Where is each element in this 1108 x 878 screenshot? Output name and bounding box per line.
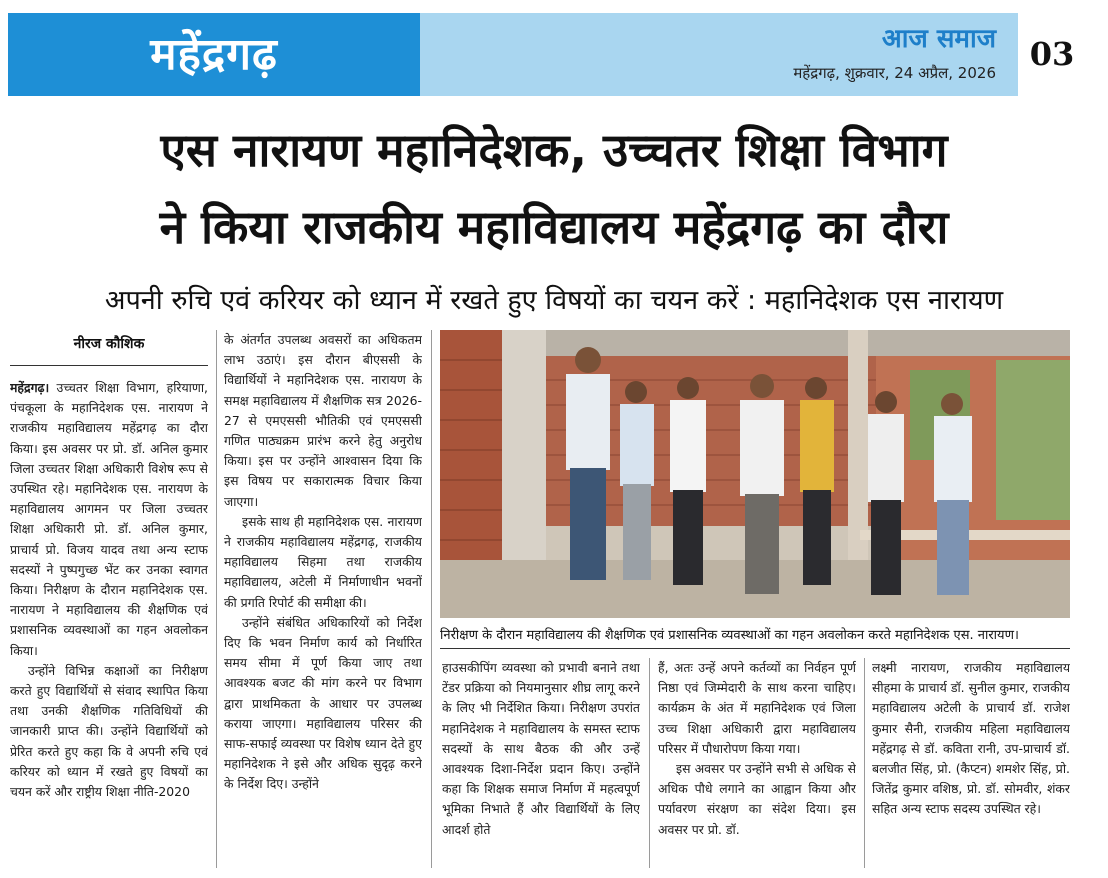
byline: नीरज कौशिक [73, 336, 145, 352]
column-2-paragraph-2: इसके साथ ही महानिदेशक एस. नारायण ने राजकीय महाविद्यालय महेंद्रगढ़, राजकीय महाविद्यालय सिहमा तथा राजकीय महाविद्यालय, अटेली में निर्माणाधीन भवनों की प्रगति रिपोर्ट की समीक्षा की। [224, 513, 422, 610]
edition-band [8, 13, 420, 96]
edition-title: महेंद्रगढ़ [150, 29, 278, 80]
column-divider [864, 658, 865, 868]
column-4-paragraph-2: इस अवसर पर उन्होंने सभी से अधिक से अधिक पौधे लगाने का आह्वान किया और पर्यावरण संरक्षण का संदेश दिया। इस अवसर पर प्रो. डॉ. [658, 761, 856, 837]
article-column-2 [224, 330, 422, 868]
column-1-paragraph-1-text: उच्चतर शिक्षा विभाग, हरियाणा, पंचकूला के महानिदेशक एस. नारायण ने राजकीय महाविद्यालय महेंद्रगढ़ का दौरा किया। इस अवसर पर प्रो. डॉ. अनिल कुमार जिला उच्चतर शिक्षा अधिकारी विशेष रूप से उपस्थित रहे। महानिदेशक एस. नारायण के महाविद्यालय आगमन पर जिला उच्चतर शिक्षा अधिकारी प्रो. डॉ. अनिल कुमार, प्राचार्य प्रो. विजय यादव तथा अन्य स्टाफ सदस्यों ने पुष्पगुच्छ भेंट कर उनका स्वागत किया। निरीक्षण के दौरान महानिदेशक एस. नारायण ने महाविद्यालय की शैक्षणिक एवं प्रशासनिक व्यवस्थाओं का गहन अवलोकन किया। [10, 380, 208, 658]
column-divider [216, 330, 217, 868]
headline-line-1: एस नारायण महानिदेशक, उच्चतर शिक्षा विभाग [160, 123, 948, 177]
column-3-paragraph-1: हाउसकीपिंग व्यवस्था को प्रभावी बनाने तथा टेंडर प्रक्रिया को नियमानुसार शीघ्र लागू करने के लिए भी निर्देशित किया। निरीक्षण उपरांत महानिदेशक ने महाविद्यालय के समस्त स्टाफ सदस्यों के साथ बैठक की और उन्हें आवश्यक दिशा-निर्देश प्रदान किए। उन्होंने कहा कि शिक्षक समाज निर्माण में महत्वपूर्ण भूमिका निभाते हैं और विद्यार्थियों के लिए आदर्श होते [442, 660, 640, 837]
subheadline: अपनी रुचि एवं करियर को ध्यान में रखते हुए विषयों का चयन करें : महानिदेशक एस नारायण [104, 285, 1004, 316]
byline-divider [10, 365, 208, 366]
column-4-paragraph-1: हैं, अतः उन्हें अपने कर्तव्यों का निर्वहन पूर्ण निष्ठा एवं जिम्मेदारी के साथ करना चाहिए। कार्यक्रम के अंत में महानिदेशक एवं जिला उच्च शिक्षा अधिकारी द्वारा महाविद्यालय परिसर में पौधारोपण किया गया। [658, 660, 856, 756]
column-2-paragraph-3: उन्होंने संबंधित अधिकारियों को निर्देश दिए कि भवन निर्माण कार्य को निर्धारित समय सीमा में पूर्ण किया जाए तथा आवश्यक बजट की मांग करने पर विभाग द्वारा प्राथमिकता के आधार पर उपलब्ध कराया जाएगा। महाविद्यालय परिसर की साफ-सफाई व्यवस्था पर विशेष ध्यान देते हुए महानिदेशक ने इसे और अधिक सुदृढ़ करने के निर्देश दिए। उन्होंने [224, 614, 422, 792]
page-number: 03 [1018, 13, 1086, 96]
article-column-5 [872, 658, 1070, 868]
photo-caption: निरीक्षण के दौरान महाविद्यालय की शैक्षणिक एवं प्रशासनिक व्यवस्थाओं का गहन अवलोकन करते महानिदेशक एस. नारायण। [440, 626, 1070, 649]
column-2-paragraph-1: के अंतर्गत उपलब्ध अवसरों का अधिकतम लाभ उठाएं। इस दौरान बीएससी के विद्यार्थियों ने महानिदेशक एस. नारायण के समक्ष महाविद्यालय में शैक्षणिक सत्र 2026-27 से एमएससी भौतिकी एवं एमएससी गणित पाठ्यक्रम प्रारंभ करने हेतु अनुरोध किया। इस पर उन्होंने आश्वासन दिया कि इस विषय पर सकारात्मक विचार किया जाएगा। [224, 332, 422, 509]
masthead [0, 0, 1108, 100]
headline-line-2: ने किया राजकीय महाविद्यालय महेंद्रगढ़ का दौरा [159, 200, 949, 254]
issue-dateline: महेंद्रगढ़, शुक्रवार, 24 अप्रैल, 2026 [793, 64, 996, 82]
article-column-3 [442, 658, 640, 868]
column-1-paragraph-2: उन्होंने विभिन्न कक्षाओं का निरीक्षण करते हुए विद्यार्थियों से संवाद स्थापित किया तथा उनकी शैक्षणिक गतिविधियों की जानकारी प्राप्त की। उन्होंने विद्यार्थियों को प्रेरित करते हुए कहा कि वे अपनी रुचि एवं करियर को ध्यान में रखते हुए विषयों का चयन करें और राष्ट्रीय शिक्षा नीति-2020 [10, 662, 208, 800]
dateline-place: महेंद्रगढ़। [10, 380, 50, 395]
column-5-paragraph-1: लक्ष्मी नारायण, राजकीय महाविद्यालय सीहमा के प्राचार्य डॉ. सुनील कुमार, राजकीय महाविद्यालय अटेली के प्राचार्य डॉ. राजेश कुमार सैनी, राजकीय महिला महाविद्यालय महेंद्रगढ़ से डॉ. कविता रानी, उप-प्राचार्य डॉ. बलजीत सिंह, प्रो. (कैप्टन) शमशेर सिंह, प्रो. जितेंद्र कुमार वशिष्ठ, प्रो. डॉ. सोमवीर, शंकर सहित अन्य स्टाफ सदस्य उपस्थित रहे। [872, 660, 1070, 817]
column-divider [431, 330, 432, 868]
photo-illustration [440, 330, 1070, 618]
column-divider [649, 658, 650, 868]
brand-band [420, 13, 1018, 96]
article-column-4 [658, 658, 856, 868]
column-1-paragraph-1 [10, 378, 208, 661]
newspaper-brand: आज समाज [881, 24, 996, 54]
article-column-1 [10, 378, 208, 868]
article-photo [440, 330, 1070, 618]
